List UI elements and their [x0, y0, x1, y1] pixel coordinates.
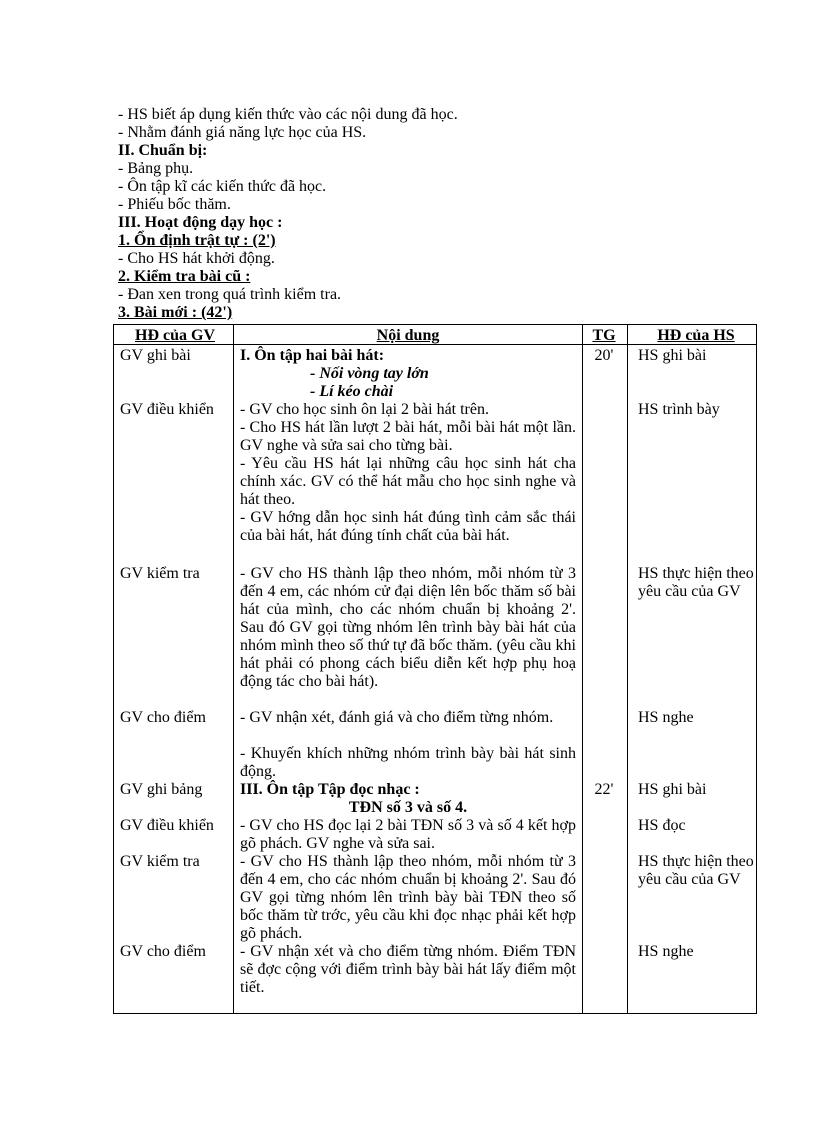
content-paragraph: - GV cho học sinh ôn lại 2 bài hát trên. [240, 401, 489, 418]
song-name: - Lí kéo chài [310, 383, 394, 400]
content-paragraph: - GV nhận xét và cho điểm từng nhóm. Điểm TĐN sẽ đợc cộng với điểm trình bày bài hát lấy điểm một tiết. [240, 943, 576, 996]
section-title: I. Ôn tập hai bài hát: [240, 347, 385, 364]
prep-heading: II. Chuẩn bị: [118, 142, 208, 159]
teacher-activity: GV điều khiển [120, 401, 214, 418]
student-activity: HS đọc [638, 817, 686, 834]
column-divider [627, 325, 628, 1013]
content-paragraph: - GV hớng dẫn học sinh hát đúng tình cảm sắc thái của bài hát, hát đúng tính chất của bài hát. [240, 509, 576, 544]
header-teacher: HĐ của GV [135, 327, 215, 344]
teacher-activity: GV điều khiển [120, 817, 214, 834]
student-activity: HS ghi bài [638, 781, 707, 798]
content-paragraph: - GV cho HS thành lập theo nhóm, mỗi nhóm từ 3 đến 4 em, các nhóm cử đại diện lên bốc thăm số bài hát của mình, cho các nhóm chuẩn bị khoảng 2'. Sau đó GV gọi từng nhóm lên trình bày bài hát của nhóm mình theo số thứ tự đã bốc thăm. (yêu cầu khi hát phải có phong cách biểu diễn kết hợp phụ hoạ động tác cho bài hát). [240, 565, 576, 690]
content-paragraph: - Khuyến khích những nhóm trình bày bài hát sinh động. [240, 745, 576, 780]
section-subtitle: TĐN số 3 và số 4. [348, 799, 468, 816]
student-activity: HS thực hiện theo yêu cầu của GV [638, 565, 754, 600]
teacher-activity: GV cho điểm [120, 709, 206, 726]
column-divider [233, 325, 234, 1013]
student-activity: HS ghi bài [638, 347, 707, 364]
teacher-activity: GV kiểm tra [120, 565, 200, 582]
goal-line-1: - HS biết áp dụng kiến thức vào các nội dung đã học. [118, 106, 458, 123]
student-activity: HS nghe [638, 709, 694, 726]
step1-heading: 1. Ổn định trật tự : (2') [118, 232, 276, 249]
teacher-activity: GV cho điểm [120, 943, 206, 960]
teacher-activity: GV kiểm tra [120, 853, 200, 870]
content-paragraph: - Cho HS hát lần lượt 2 bài hát, mỗi bài hát một lần. GV nghe và sửa sai cho từng bài. [240, 419, 576, 454]
step2-text: - Đan xen trong quá trình kiểm tra. [118, 286, 342, 303]
prep-item-1: - Bảng phụ. [118, 160, 194, 177]
header-time: TG [592, 327, 616, 344]
student-activity: HS nghe [638, 943, 694, 960]
teacher-activity: GV ghi bài [120, 347, 191, 364]
step1-text: - Cho HS hát khởi động. [118, 250, 275, 267]
header-student: HĐ của HS [657, 327, 735, 344]
content-paragraph: - Yêu cầu HS hát lại những câu học sinh hát cha chính xác. GV có thể hát mẫu cho học sinh nghe và hát theo. [240, 455, 576, 508]
column-divider [582, 325, 583, 1013]
section-title: III. Ôn tập Tập đọc nhạc : [240, 781, 420, 798]
teacher-activity: GV ghi bảng [120, 781, 203, 798]
time-value: 22' [594, 781, 614, 798]
content-paragraph: - GV nhận xét, đánh giá và cho điểm từng nhóm. [240, 709, 554, 726]
student-activity: HS thực hiện theo yêu cầu của GV [638, 853, 754, 888]
content-paragraph: - GV cho HS đọc lại 2 bài TĐN số 3 và số 4 kết hợp gõ phách. GV nghe và sửa sai. [240, 817, 576, 852]
content-paragraph: - GV cho HS thành lập theo nhóm, mỗi nhóm từ 3 đến 4 em, cho các nhóm chuẩn bị khoảng 2'. Sau đó GV gọi từng nhóm lên trình bày bài TĐN theo số bốc thăm từ trớc, yêu cầu khi đọc nhạc phải kết hợp gõ phách. [240, 853, 576, 942]
student-activity: HS trình bày [638, 401, 720, 418]
prep-item-3: - Phiếu bốc thăm. [118, 196, 231, 213]
song-name: - Nối vòng tay lớn [310, 365, 429, 382]
prep-item-2: - Ôn tập kĩ các kiến thức đã học. [118, 178, 327, 195]
time-value: 20' [594, 347, 614, 364]
step3-heading: 3. Bài mới : (42') [118, 304, 233, 321]
lesson-table [113, 324, 757, 1014]
activity-heading: III. Hoạt động dạy học : [118, 214, 283, 231]
goal-line-2: - Nhằm đánh giá năng lực học của HS. [118, 124, 367, 141]
header-content: Nội dung [376, 327, 440, 344]
step2-heading: 2. Kiểm tra bài cũ : [118, 268, 251, 285]
